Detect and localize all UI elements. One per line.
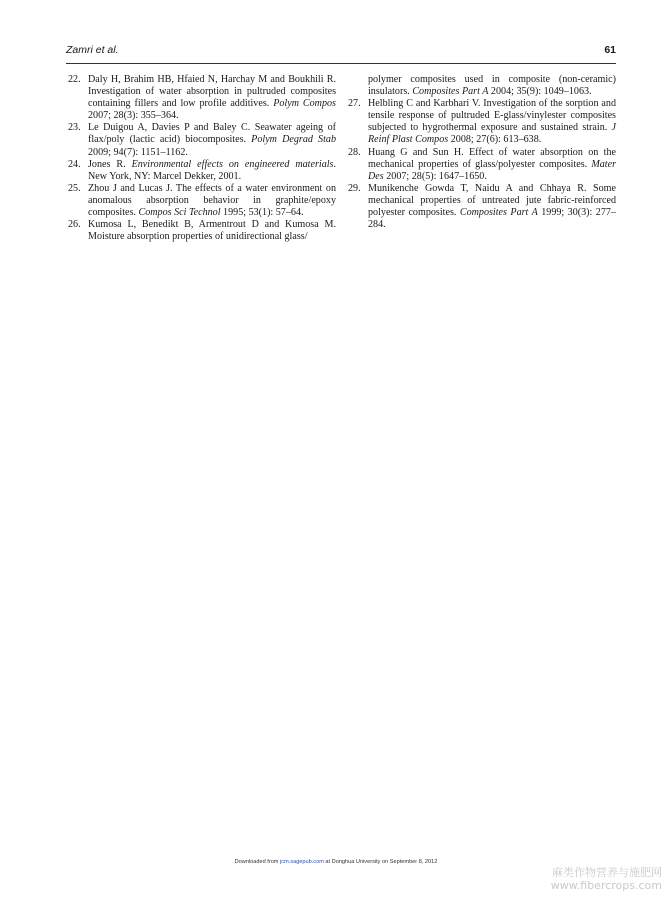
reference-item — [348, 147, 616, 183]
reference-text: Le Duigou A, Davies P and Baley C. Seawater ageing of flax/poly (lactic acid) biocomposites. — [88, 122, 336, 146]
reference-tail: . New York, NY: Marcel Dekker, 2001. — [88, 158, 337, 182]
reference-number: 23. — [68, 122, 81, 134]
reference-number: 26. — [68, 219, 81, 231]
reference-number: 29. — [348, 182, 361, 194]
reference-text: Munikenche Gowda T, Naidu A and Chhaya R. Some mechanical properties of untreated jute fabric-reinforced polyester composites. — [368, 182, 616, 219]
footer-suffix: at Donghua University on September 8, 2012 — [323, 859, 438, 865]
reference-text: Daly H, Brahim HB, Hfaied N, Harchay M and Boukhili R. Investigation of water absorption in pultruded composites containing fillers and low profile additives. — [88, 74, 336, 110]
reference-text: Helbling C and Karbhari V. Investigation of the sorption and tensile response of pultruded E-glass/vinylester composites subjected to hygrothermal exposure and sustained strain. — [368, 98, 616, 134]
reference-tail: 2009; 94(7): 1151–1162. — [88, 146, 188, 158]
reference-text: Huang G and Sun H. Effect of water absorption on the mechanical properties of glass/polyester composites. — [368, 146, 616, 170]
reference-journal: Polym Compos — [273, 98, 336, 110]
reference-journal: Mater Des — [368, 158, 616, 182]
watermark-line-2: www.fibercrops.com — [550, 879, 662, 892]
reference-number: 24. — [68, 158, 81, 170]
reference-item — [68, 122, 336, 158]
reference-tail: 1999; 30(3): 277–284. — [368, 207, 616, 231]
reference-book-title: Environmental effects on engineered materials — [131, 158, 334, 170]
reference-journal: Polym Degrad Stab — [251, 134, 336, 146]
reference-item-continued — [348, 74, 616, 98]
reference-journal: J Reinf Plast Compos — [368, 122, 616, 146]
watermark — [551, 866, 662, 892]
reference-journal: Composites Part A — [412, 86, 489, 98]
reference-journal: Composites Part A — [459, 207, 538, 219]
reference-item — [68, 183, 336, 219]
reference-text: Zhou J and Lucas J. The effects of a water environment on anomalous absorption behavior in graphite/epoxy composites. — [88, 182, 336, 219]
running-header — [66, 44, 616, 62]
reference-tail: 2007; 28(5): 1647–1650. — [383, 170, 487, 182]
reference-number: 28. — [348, 146, 361, 158]
reference-journal: Compos Sci Technol — [138, 207, 221, 219]
reference-item — [68, 159, 336, 183]
reference-text: polymer composites used in composite (non-ceramic) insulators. — [368, 74, 616, 98]
reference-number: 27. — [348, 98, 361, 110]
reference-number: 25. — [68, 182, 81, 194]
running-header-author: Zamri et al. — [66, 44, 119, 56]
references-left-column — [68, 74, 336, 243]
header-rule — [66, 63, 616, 64]
reference-item — [348, 98, 616, 146]
reference-tail: 2007; 28(3): 355–364. — [88, 110, 179, 122]
reference-text: Jones R. — [88, 158, 132, 170]
references-right-column — [348, 74, 616, 231]
reference-number: 22. — [68, 74, 81, 85]
reference-item — [68, 219, 336, 243]
reference-tail: 1995; 53(1): 57–64. — [220, 207, 304, 219]
footer-link[interactable]: jcm.sagepub.com — [280, 859, 324, 865]
reference-tail: 2008; 27(6): 613–638. — [448, 134, 542, 146]
footer-prefix: Downloaded from — [234, 859, 281, 865]
reference-item — [68, 74, 336, 122]
watermark-line-1: 麻类作物营养与施肥网 — [552, 866, 662, 879]
reference-text: Kumosa L, Benedikt B, Armentrout D and Kumosa M. Moisture absorption properties of unidirectional glass/ — [88, 219, 336, 243]
download-footer — [0, 859, 672, 865]
reference-tail: 2004; 35(9): 1049–1063. — [488, 86, 592, 98]
reference-item — [348, 183, 616, 231]
page-number: 61 — [604, 44, 616, 56]
